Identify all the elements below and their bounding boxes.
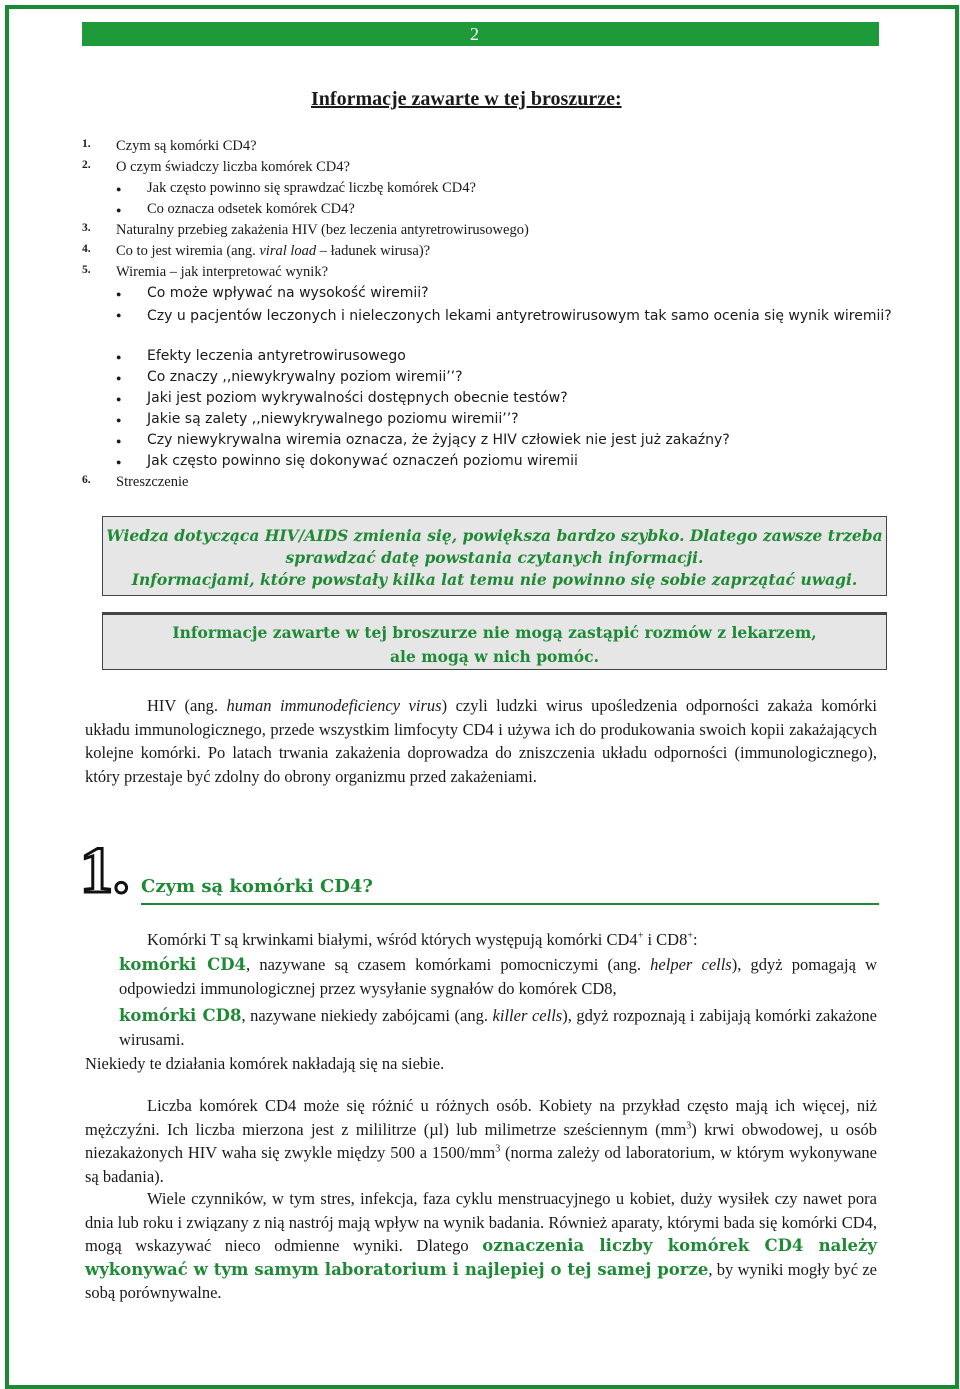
bullet-icon: ●	[116, 184, 122, 194]
superscript: +	[687, 930, 693, 942]
section-paragraph-intro	[85, 928, 877, 952]
toc-subitem-label: Jaki jest poziom wykrywalności dostępnych obecnie testów?	[147, 390, 568, 406]
header-bar	[82, 22, 879, 46]
toc-subitem-label: Co znaczy ,,niewykrywalny poziom wiremii’’?	[147, 369, 463, 385]
section-number: 1.	[80, 834, 130, 907]
notice-line: Informacje zawarte w tej broszurze nie mogą zastąpić rozmów z lekarzem,	[172, 623, 817, 642]
notice-line: Wiedza dotycząca HIV/AIDS zmienia się, powiększa bardzo szybko. Dlatego zawsze trzeba	[106, 526, 883, 545]
text-run: , nazywane niekiedy zabójcami (ang.	[241, 1006, 493, 1025]
section-rule	[141, 903, 879, 905]
bullet-icon: ●	[116, 310, 122, 320]
page-number: 2	[470, 24, 479, 44]
toc-item-number: 5.	[82, 264, 91, 276]
bullet-icon: ●	[116, 415, 122, 425]
toc-item-label	[116, 243, 430, 260]
toc-subitem-label: Jak często powinno się sprawdzać liczbę komórek CD4?	[147, 180, 476, 196]
notice-line: Informacjami, które powstały kilka lat temu nie powinno się sobie zaprzątać uwagi.	[131, 570, 858, 589]
toc-item-label: O czym świadczy liczba komórek CD4?	[116, 159, 350, 175]
cd4-count-paragraph	[85, 1094, 877, 1188]
text-run: ), gdyż rozpoznają i zabijają komórki zakażone wirusami.	[119, 1006, 877, 1049]
toc-subitem-label: Co oznacza odsetek komórek CD4?	[147, 201, 355, 217]
toc-item-label-italic: viral load	[259, 243, 317, 259]
text-run: ) czyli ludzki wirus upośledzenia odporności zakaża komórki układu immunologicznego, przede wszystkim limfocyty CD4 i używa ich do produkowania swoich kopii zakażających kolejne komórki. Po latach trwania zakażenia doprowadza do zniszczenia układu odporności (immunologicznego), który przestaje być zdolny do obrony organizmu przed zakażeniami.	[85, 696, 877, 786]
toc-subitem-label: Jakie są zalety ,,niewykrywalnego poziomu wiremii’’?	[147, 411, 519, 427]
text-run: i CD8	[643, 930, 688, 949]
toc-title: Informacje zawarte w tej broszurze:	[311, 88, 622, 110]
text-run-italic: killer cells	[492, 1006, 563, 1025]
factors-paragraph	[85, 1187, 877, 1305]
bullet-icon: ●	[116, 205, 122, 215]
text-run-italic: helper cells	[650, 955, 732, 974]
term-cd8: komórki CD8	[119, 1006, 242, 1025]
text-run: :	[692, 930, 698, 949]
text-run: ) krwi obwodowej, u osób niezakażonych HIV waha się zwykle między 500 a 1500/mm	[85, 1119, 877, 1163]
toc-subitem-label: Jak często powinno się dokonywać oznaczeń poziomu wiremii	[147, 453, 578, 469]
text-run: , by wyniki mogły być ze sobą porównywalne.	[85, 1259, 877, 1303]
toc-item-label: Naturalny przebieg zakażenia HIV (bez leczenia antyretrowirusowego)	[116, 222, 529, 238]
toc-item-label: Streszczenie	[116, 474, 189, 490]
bullet-icon: ●	[116, 436, 122, 446]
toc-subitem-label: Czy niewykrywalna wiremia oznacza, że żyjący z HIV człowiek nie jest już zakaźny?	[147, 432, 730, 448]
highlighted-advice: oznaczenia liczby komórek CD4 należy wykonywać w tym samym laboratorium i najlepiej o tej samej porze	[85, 1236, 877, 1279]
notice-box-doctor	[102, 612, 887, 670]
section-title: Czym są komórki CD4?	[141, 876, 373, 897]
toc-item-number: 6.	[82, 474, 91, 486]
bullet-icon: ●	[116, 394, 122, 404]
cd4-definition	[119, 953, 877, 1001]
intro-paragraph	[85, 694, 877, 788]
toc-item-label-part: – ładunek wirusa)?	[316, 243, 431, 259]
superscript: 3	[495, 1143, 501, 1155]
toc-item-number: 2.	[82, 159, 91, 171]
notice-box-currency	[102, 516, 887, 596]
text-run: Wiele czynników, w tym stres, infekcja, faza cyklu menstruacyjnego u kobiet, duży wysiłek czy nawet pora dnia lub roku i związany z nią nastrój mają wpływ na wynik badania. Również aparaty, którymi bada się komórki CD4, mogą wskazywać nieco odmienne wyniki. Dlatego	[85, 1189, 877, 1256]
bullet-icon: ●	[116, 352, 122, 362]
text-run: ), gdyż pomagają w odpowiedzi immunologicznej przez wysyłanie sygnałów do komórek CD8,	[119, 955, 877, 998]
bullet-icon: ●	[116, 289, 122, 299]
text-run: Liczba komórek CD4 może się różnić u różnych osób. Kobiety na przykład często mają ich więcej, niż mężczyźni. Ich liczba mierzona jest z mililitrze (µl) lub milimetrze sześciennym (mm	[85, 1096, 877, 1139]
text-run: HIV (ang.	[147, 696, 227, 715]
notice-line: ale mogą w nich pomóc.	[390, 647, 599, 666]
superscript: 3	[686, 1120, 692, 1132]
toc-item-number: 1.	[82, 138, 91, 150]
term-cd4: komórki CD4	[119, 955, 247, 974]
toc-item-label: Wiremia – jak interpretować wynik?	[116, 264, 328, 280]
bullet-icon: ●	[116, 373, 122, 383]
text-run: (norma zależy od laboratorium, w którym wykonywane są badania).	[85, 1143, 878, 1186]
toc-subitem-label: Efekty leczenia antyretrowirusowego	[147, 348, 406, 364]
superscript: +	[637, 930, 644, 942]
cd8-definition	[119, 1004, 877, 1051]
bullet-icon: ●	[116, 457, 122, 467]
toc-item-label: Czym są komórki CD4?	[116, 138, 257, 154]
text-run: Komórki T są krwinkami białymi, wśród których występują komórki CD4	[147, 930, 638, 949]
toc-subitem-label: Co może wpływać na wysokość wiremii?	[147, 285, 429, 301]
toc-item-label-part: Co to jest wiremia (ang.	[116, 243, 260, 259]
notice-line: sprawdzać datę powstania czytanych informacji.	[285, 548, 704, 567]
text-run: , nazywane są czasem komórkami pomocniczymi (ang.	[246, 955, 651, 974]
toc-item-number: 3.	[82, 222, 91, 234]
text-run-italic: human immunodeficiency virus	[226, 696, 442, 715]
toc-subitem-label: Czy u pacjentów leczonych i nieleczonych lekami antyretrowirusowym tak samo ocenia się wynik wiremii?	[147, 308, 892, 324]
overlap-note: Niekiedy te działania komórek nakładają się na siebie.	[85, 1054, 445, 1073]
toc-item-number: 4.	[82, 243, 91, 255]
